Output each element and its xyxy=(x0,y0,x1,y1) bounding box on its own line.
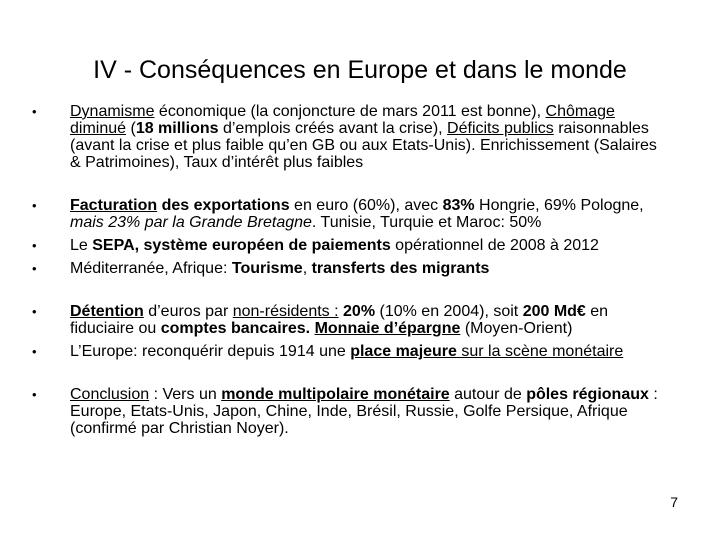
text-segment: . Tunisie, Turquie et Maroc: 50% xyxy=(311,214,542,231)
text-segment: Chômage diminué xyxy=(70,103,615,137)
bullet-text xyxy=(70,343,623,360)
text-segment: : Europe, Etats-Unis, Japon, Chine, Inde, Brésil, Russie, Golfe Persique, Afrique (confirmé par Christian Noyer). xyxy=(70,386,658,437)
bullet-dynamisme xyxy=(24,103,664,171)
text-segment: Facturation xyxy=(70,197,158,214)
text-segment: d’emplois créés avant la crise), xyxy=(218,120,448,137)
text-segment: Détention xyxy=(70,303,144,320)
text-segment: sur la scène monétaire xyxy=(456,343,624,360)
text-segment: raisonnables (avant la crise et plus faible qu’en GB ou aux Etats-Unis). Enrichissement (Salaires & Patrimoines), Taux d’intérêt plus faibles xyxy=(70,120,657,171)
bullet-dot-icon: • xyxy=(32,104,37,119)
text-segment: en fiduciaire ou xyxy=(70,303,609,337)
text-segment: non-résidents : xyxy=(232,303,339,320)
bullet-text xyxy=(70,303,608,337)
text-segment: , xyxy=(302,260,312,277)
text-segment: Monnaie d’épargne xyxy=(314,320,461,337)
bullet-dot-icon: • xyxy=(32,198,37,213)
text-segment: pôles régionaux xyxy=(526,386,649,403)
bullet-mediterranee xyxy=(24,260,664,277)
bullet-text xyxy=(70,197,644,231)
text-segment: Hongrie, 69% Pologne, xyxy=(474,197,644,214)
slide-title: IV - Conséquences en Europe et dans le monde xyxy=(93,56,627,84)
text-segment: Tourisme xyxy=(231,260,303,277)
text-segment: Déficits publics xyxy=(447,120,554,137)
text-segment: transferts des migrants xyxy=(311,260,490,277)
bullet-europe xyxy=(24,343,664,360)
text-segment: opérationnel de 2008 à 2012 xyxy=(390,237,599,254)
text-segment: économique (la conjoncture de mars 2011 est bonne), xyxy=(154,103,546,120)
text-segment: Méditerranée, Afrique: xyxy=(70,260,232,277)
text-segment: Dynamisme xyxy=(70,103,155,120)
bullet-dot-icon: • xyxy=(32,238,37,253)
page-number: 7 xyxy=(670,494,678,510)
text-segment: place majeure xyxy=(350,343,457,360)
bullet-list xyxy=(24,103,664,437)
text-segment: d’euros par xyxy=(143,303,233,320)
text-segment: Conclusion xyxy=(70,386,150,403)
text-segment: 18 millions xyxy=(135,120,219,137)
text-segment: L’Europe: reconquérir depuis 1914 une xyxy=(70,343,351,360)
text-segment: 83% xyxy=(442,197,475,214)
text-segment: ( xyxy=(126,120,136,137)
bullet-sepa xyxy=(24,237,664,254)
text-segment: monde multipolaire monétaire xyxy=(221,386,450,403)
text-segment: (Moyen-Orient) xyxy=(460,320,573,337)
text-segment: mais 23% par la Grande Bretagne xyxy=(70,214,312,231)
bullet-detention xyxy=(24,303,664,337)
bullet-facturation xyxy=(24,197,664,231)
bullet-text xyxy=(70,103,657,171)
text-segment: (10% en 2004), soit xyxy=(375,303,523,320)
bullet-text xyxy=(70,237,599,254)
text-segment: SEPA, système européen de paiements xyxy=(92,237,391,254)
text-segment: des exportations xyxy=(157,197,290,214)
bullet-dot-icon: • xyxy=(32,387,37,402)
text-segment: Le xyxy=(70,237,93,254)
text-segment: 20% xyxy=(343,303,376,320)
bullet-text xyxy=(70,386,658,437)
text-segment: comptes bancaires. xyxy=(160,320,311,337)
text-segment: : Vers un xyxy=(149,386,222,403)
text-segment: 200 Md€ xyxy=(522,303,586,320)
bullet-conclusion xyxy=(24,386,664,437)
bullet-dot-icon: • xyxy=(32,344,37,359)
text-segment: en euro (60%), avec xyxy=(289,197,443,214)
bullet-text xyxy=(70,260,489,277)
bullet-dot-icon: • xyxy=(32,261,37,276)
text-segment: autour de xyxy=(449,386,527,403)
bullet-dot-icon: • xyxy=(32,304,37,319)
